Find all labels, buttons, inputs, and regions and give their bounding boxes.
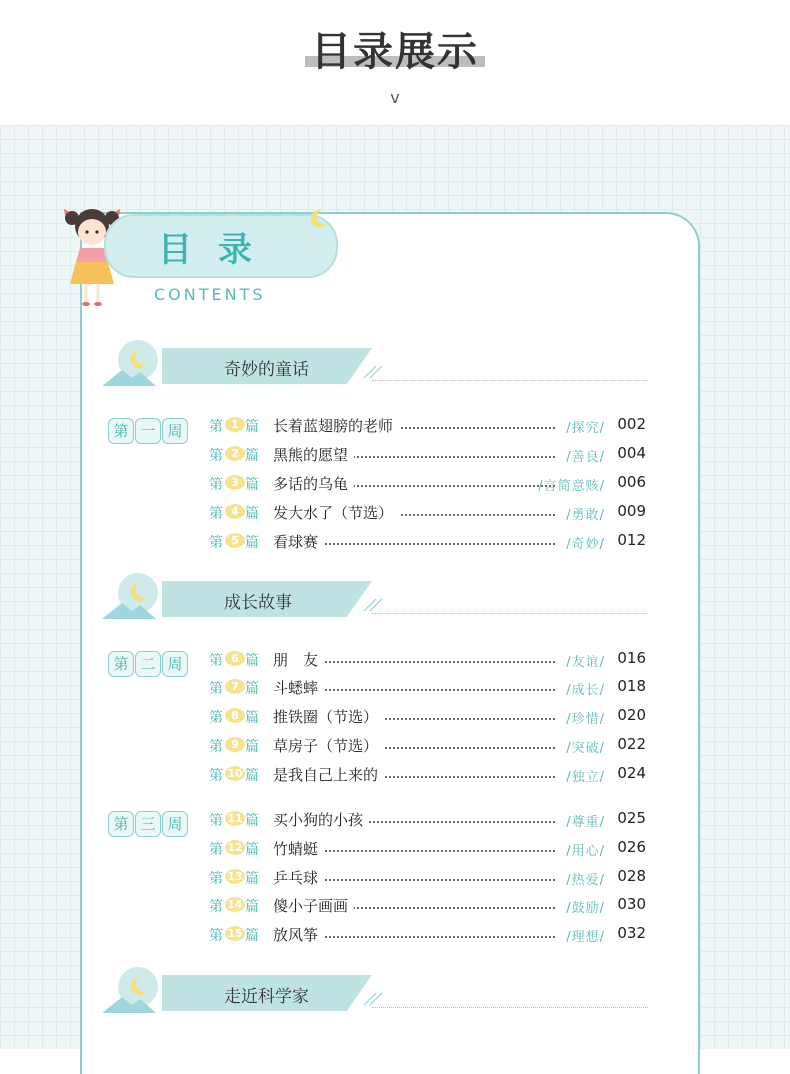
chapter-title: 看球赛: [273, 531, 324, 552]
chapter-theme: /珍惜/: [566, 712, 605, 727]
chapter-suffix: 篇: [245, 928, 259, 944]
slash-decoration: [362, 989, 384, 1007]
chapter-theme: /奇妙/: [566, 537, 605, 552]
toc-row[interactable]: [209, 808, 649, 830]
chapter-prefix: 第: [209, 768, 223, 784]
chapter-number: 6: [225, 651, 245, 666]
page-number: 009: [617, 502, 646, 520]
toc-row[interactable]: [209, 530, 649, 552]
chapter-prefix: 第: [209, 710, 223, 726]
page-number: 020: [617, 706, 646, 724]
chapter-prefix: 第: [209, 842, 223, 858]
chapter-theme: /尊重/: [566, 815, 605, 830]
toc-row[interactable]: [209, 676, 649, 698]
week-char: 第: [108, 811, 134, 837]
chapter-suffix: 篇: [245, 506, 259, 522]
section-title: 走近科学家: [224, 987, 309, 1007]
chapter-theme: /言简意赅/: [538, 479, 605, 494]
toc-row[interactable]: [209, 763, 649, 785]
chapter-prefix: 第: [209, 813, 223, 829]
toc-row[interactable]: [209, 648, 649, 670]
section-divider: [372, 1007, 648, 1008]
toc-row[interactable]: [209, 705, 649, 727]
toc-title: 目录: [158, 230, 278, 270]
section-header: [100, 965, 648, 1015]
week-char: 周: [162, 651, 188, 677]
chapter-theme: /成长/: [566, 683, 605, 698]
chapter-prefix: 第: [209, 928, 223, 944]
chapter-title: 多话的乌龟: [273, 473, 354, 494]
chapter-number: 5: [225, 533, 245, 548]
chapter-prefix: 第: [209, 653, 223, 669]
toc-row[interactable]: [209, 443, 649, 465]
chapter-theme: /理想/: [566, 930, 605, 945]
chapter-title: 朋 友: [273, 649, 324, 670]
week-char: 第: [108, 418, 134, 444]
chapter-suffix: 篇: [245, 768, 259, 784]
chapter-title: 傻小子画画: [273, 895, 354, 916]
toc-title-en: CONTENTS: [154, 285, 266, 304]
chapter-suffix: 篇: [245, 871, 259, 887]
page-number: 006: [617, 473, 646, 491]
section-title: 成长故事: [224, 593, 292, 613]
chapter-number: 4: [225, 504, 245, 519]
chapter-prefix: 第: [209, 535, 223, 551]
chapter-number: 15: [225, 926, 245, 941]
chapter-number: 10: [225, 766, 245, 781]
chapter-suffix: 篇: [245, 535, 259, 551]
chapter-number: 3: [225, 475, 245, 490]
page-number: 016: [617, 649, 646, 667]
section-divider: [372, 613, 648, 614]
chapter-suffix: 篇: [245, 842, 259, 858]
section-header: [100, 571, 648, 621]
chapter-suffix: 篇: [245, 899, 259, 915]
chapter-prefix: 第: [209, 477, 223, 493]
chapter-title: 草房子（节选）: [273, 735, 384, 756]
page-number: 030: [617, 895, 646, 913]
week-badge: [108, 811, 190, 837]
chapter-number: 11: [225, 811, 245, 826]
page-number: 012: [617, 531, 646, 549]
chapter-prefix: 第: [209, 681, 223, 697]
week-char: 周: [162, 811, 188, 837]
chapter-number: 1: [225, 417, 245, 432]
page-number: 004: [617, 444, 646, 462]
chapter-number: 12: [225, 840, 245, 855]
chapter-title: 长着蓝翅膀的老师: [273, 415, 399, 436]
chapter-prefix: 第: [209, 448, 223, 464]
chapter-theme: /用心/: [566, 844, 605, 859]
chapter-title: 买小狗的小孩: [273, 809, 369, 830]
chapter-title: 斗蟋蟀: [273, 677, 324, 698]
chapter-theme: /突破/: [566, 741, 605, 756]
page-number: 022: [617, 735, 646, 753]
chapter-prefix: 第: [209, 899, 223, 915]
chapter-number: 14: [225, 897, 245, 912]
page-number: 002: [617, 415, 646, 433]
chapter-title: 发大水了（节选）: [273, 502, 399, 523]
chapter-suffix: 篇: [245, 739, 259, 755]
chapter-theme: /独立/: [566, 770, 605, 785]
week-badge: [108, 651, 190, 677]
chapter-theme: /勇敢/: [566, 508, 605, 523]
moon-mountain-icon: [100, 338, 170, 388]
moon-icon: [308, 207, 330, 229]
chapter-theme: /热爱/: [566, 873, 605, 888]
page-number: 025: [617, 809, 646, 827]
chapter-number: 9: [225, 737, 245, 752]
page-title: 目录展示: [311, 29, 479, 75]
chapter-suffix: 篇: [245, 710, 259, 726]
chapter-title: 放风筝: [273, 924, 324, 945]
page-number: 028: [617, 867, 646, 885]
slash-decoration: [362, 595, 384, 613]
chapter-suffix: 篇: [245, 419, 259, 435]
chapter-suffix: 篇: [245, 813, 259, 829]
chapter-theme: /善良/: [566, 450, 605, 465]
week-char: 二: [135, 651, 161, 677]
week-badge: [108, 418, 190, 444]
chapter-number: 2: [225, 446, 245, 461]
week-char: 第: [108, 651, 134, 677]
chapter-title: 乒乓球: [273, 867, 324, 888]
toc-row[interactable]: [209, 734, 649, 756]
chapter-number: 7: [225, 679, 245, 694]
slash-decoration: [362, 362, 384, 380]
chapter-theme: /鼓励/: [566, 901, 605, 916]
toc-row[interactable]: [209, 472, 649, 494]
section-title: 奇妙的童话: [224, 360, 309, 380]
chapter-prefix: 第: [209, 419, 223, 435]
chapter-title: 黑熊的愿望: [273, 444, 354, 465]
chapter-prefix: 第: [209, 739, 223, 755]
toc-row[interactable]: [209, 414, 649, 436]
moon-mountain-icon: [100, 571, 170, 621]
week-char: 三: [135, 811, 161, 837]
chapter-suffix: 篇: [245, 477, 259, 493]
chapter-suffix: 篇: [245, 448, 259, 464]
chapter-number: 8: [225, 708, 245, 723]
chapter-prefix: 第: [209, 506, 223, 522]
section-divider: [372, 380, 648, 381]
chapter-number: 13: [225, 869, 245, 884]
page-number: 026: [617, 838, 646, 856]
week-char: 一: [135, 418, 161, 444]
week-char: 周: [162, 418, 188, 444]
chapter-theme: /友谊/: [566, 655, 605, 670]
page-number: 024: [617, 764, 646, 782]
page-number: 032: [617, 924, 646, 942]
toc-row[interactable]: [209, 923, 649, 945]
chapter-theme: /探究/: [566, 421, 605, 436]
toc-row[interactable]: [209, 501, 649, 523]
chapter-title: 推铁圈（节选）: [273, 706, 384, 727]
chapter-title: 是我自己上来的: [273, 764, 384, 785]
toc-row[interactable]: [209, 837, 649, 859]
section-header: [100, 338, 648, 388]
chapter-prefix: 第: [209, 871, 223, 887]
chevron-down-icon[interactable]: v: [390, 88, 400, 107]
toc-row[interactable]: [209, 894, 649, 916]
page-number: 018: [617, 677, 646, 695]
chapter-suffix: 篇: [245, 653, 259, 669]
chapter-title: 竹蜻蜓: [273, 838, 324, 859]
moon-mountain-icon: [100, 965, 170, 1015]
page-header: [0, 0, 790, 125]
toc-row[interactable]: [209, 866, 649, 888]
chapter-suffix: 篇: [245, 681, 259, 697]
